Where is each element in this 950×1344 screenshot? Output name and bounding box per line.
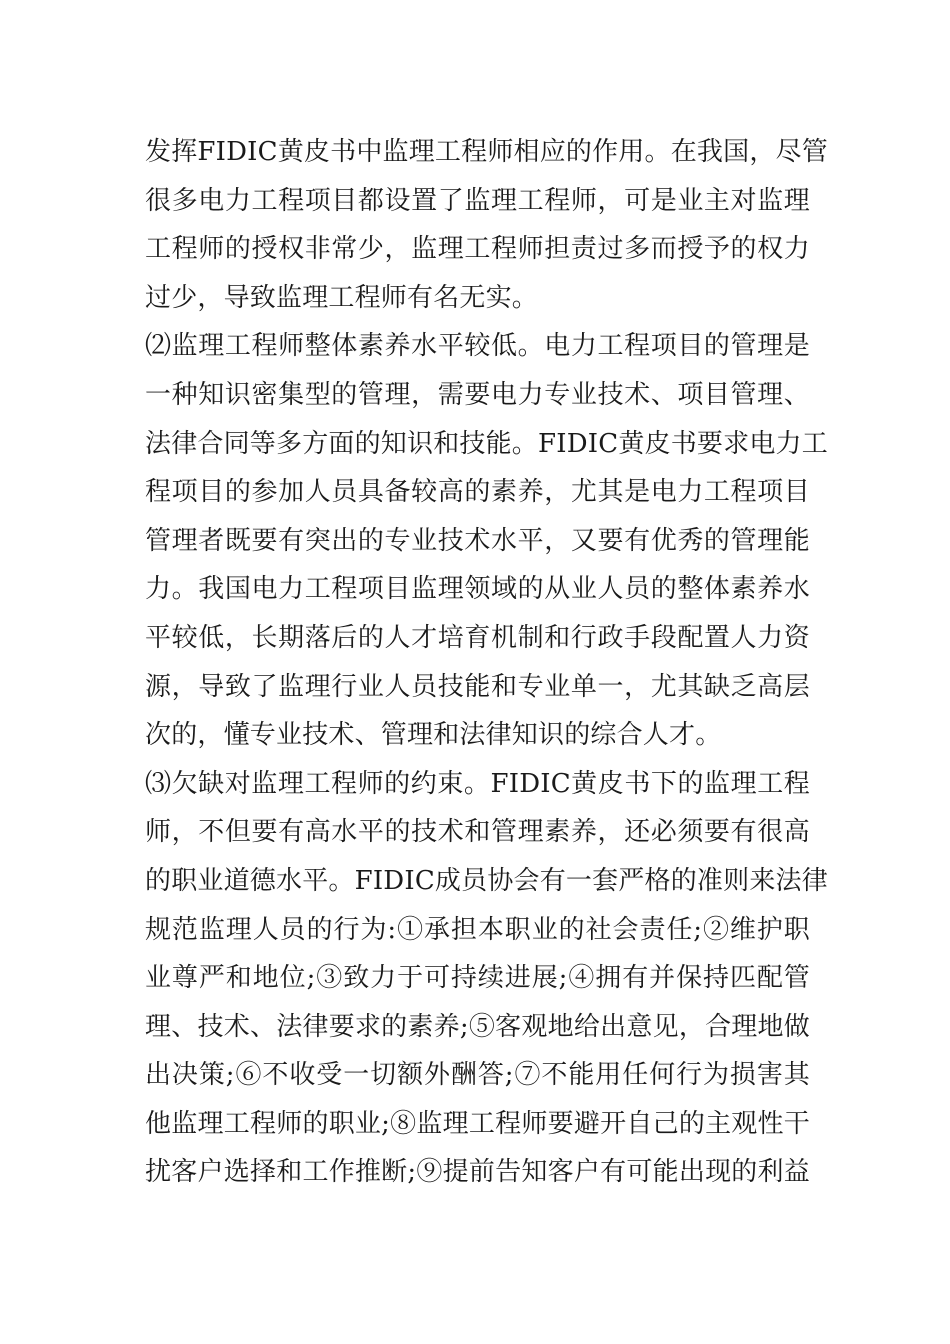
text-line: 扰客户选择和工作推断;⑨提前告知客户有可能出现的利益 [145,1157,810,1188]
text-line: 次的，懂专业技术、管理和法律知识的综合人才。 [145,720,722,751]
text-line: 理、技术、法律要求的素养;⑤客观地给出意见，合理地做 [145,1011,810,1042]
text-line: 规范监理人员的行为:①承担本职业的社会责任;②维护职 [145,914,810,945]
text-line: 很多电力工程项目都设置了监理工程师，可是业主对监理 [145,185,810,216]
text-line: 的职业道德水平。FIDIC成员协会有一套严格的准则来法律 [145,865,828,896]
text-line: 业尊严和地位;③致力于可持续进展;④拥有并保持匹配管 [145,963,810,994]
text-line: ⑵监理工程师整体素养水平较低。电力工程项目的管理是 [145,331,810,362]
text-line: 他监理工程师的职业;⑧监理工程师要避开自己的主观性干 [145,1108,810,1139]
text-line: 工程师的授权非常少，监理工程师担责过多而授予的权力 [145,234,810,265]
text-line: 源，导致了监理行业人员技能和专业单一，尤其缺乏高层 [145,671,810,702]
text-line: 程项目的参加人员具备较高的素养，尤其是电力工程项目 [145,477,810,508]
text-line: 法律合同等多方面的知识和技能。FIDIC黄皮书要求电力工 [145,428,828,459]
text-line: 发挥FIDIC黄皮书中监理工程师相应的作用。在我国，尽管 [145,137,828,167]
text-line: 出决策;⑥不收受一切额外酬答;⑦不能用任何行为损害其 [145,1060,810,1091]
text-line: 力。我国电力工程项目监理领域的从业人员的整体素养水 [145,574,810,605]
text-line: ⑶欠缺对监理工程师的约束。FIDIC黄皮书下的监理工程 [145,768,810,799]
text-line: 师，不但要有高水平的技术和管理素养，还必须要有很高 [145,817,810,848]
text-line: 过少，导致监理工程师有名无实。 [145,282,539,313]
text-line: 管理者既要有突出的专业技术水平，又要有优秀的管理能 [145,525,810,556]
body-text [145,128,828,1197]
text-line: 一种知识密集型的管理，需要电力专业技术、项目管理、 [145,379,810,410]
text-line: 平较低，长期落后的人才培育机制和行政手段配置人力资 [145,622,810,653]
